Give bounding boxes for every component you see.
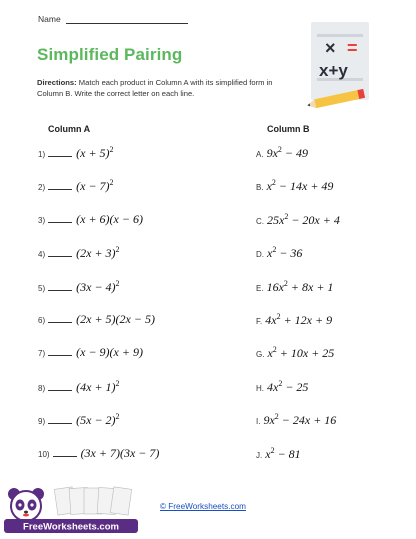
directions xyxy=(37,78,295,99)
column-a-item xyxy=(38,145,114,161)
column-a-item xyxy=(38,412,120,428)
item-number: 9) xyxy=(38,417,46,427)
simplified-expression: $x^2 - 81$ xyxy=(265,445,301,461)
column-a-header: Column A xyxy=(48,124,91,134)
answer-blank[interactable] xyxy=(48,315,72,323)
column-a-item xyxy=(38,312,155,328)
item-number: 10) xyxy=(38,449,50,459)
answer-blank[interactable] xyxy=(48,383,72,391)
name-label: Name xyxy=(38,14,61,24)
product-expression: (3x + 7)(3x − 7) xyxy=(80,445,160,460)
product-expression: $(2x + 3)^2$ xyxy=(76,245,120,261)
column-a-item xyxy=(38,279,120,295)
option-letter: D. xyxy=(256,250,264,260)
column-b-item xyxy=(256,312,332,328)
math-clipart-icon xyxy=(305,18,375,113)
option-letter: H. xyxy=(256,383,264,393)
answer-blank[interactable] xyxy=(53,449,77,457)
item-number: 5) xyxy=(38,283,46,293)
simplified-expression: $x^2 - 36$ xyxy=(267,245,303,261)
column-b-item xyxy=(256,412,336,428)
answer-blank[interactable] xyxy=(48,182,72,190)
item-number: 8) xyxy=(38,383,46,393)
item-number: 6) xyxy=(38,316,46,325)
item-number: 3) xyxy=(38,215,46,225)
worksheet-stack-icon xyxy=(54,487,131,515)
option-letter: G. xyxy=(256,350,265,360)
option-letter: B. xyxy=(256,183,264,193)
x-plus-y-symbol: x+y xyxy=(319,61,348,80)
option-letter: C. xyxy=(256,216,264,226)
item-number: 2) xyxy=(38,183,46,193)
product-expression: $(3x - 4)^2$ xyxy=(76,278,120,294)
simplified-expression: $9x^2 - 49$ xyxy=(266,145,308,160)
name-line[interactable] xyxy=(66,15,188,24)
option-letter: A. xyxy=(256,150,264,159)
column-b-item xyxy=(256,145,308,161)
simplified-expression: $x^2 + 10x + 25$ xyxy=(267,345,335,361)
directions-label: Directions: xyxy=(37,78,77,87)
answer-blank[interactable] xyxy=(48,249,72,257)
column-b-item xyxy=(256,245,302,261)
column-b-item xyxy=(256,345,334,361)
option-letter: E. xyxy=(256,283,264,293)
option-letter: F. xyxy=(256,317,263,326)
column-b-item xyxy=(256,178,333,194)
column-b-item xyxy=(256,446,301,462)
product-expression: $(4x + 1)^2$ xyxy=(76,378,120,394)
answer-blank[interactable] xyxy=(48,348,72,356)
logo-text: FreeWorksheets.com xyxy=(23,521,119,533)
directions-text: Match each product in Column A with its simplified form in Column B. Write the correct letter on each line. xyxy=(37,78,273,98)
column-a-item xyxy=(38,178,114,194)
column-b-header: Column B xyxy=(267,124,310,134)
answer-blank[interactable] xyxy=(48,416,72,424)
simplified-expression: $9x^2 - 24x + 16$ xyxy=(263,412,337,428)
answer-blank[interactable] xyxy=(48,283,72,291)
simplified-expression: $4x^2 - 25$ xyxy=(267,378,309,394)
page-title: Simplified Pairing xyxy=(37,45,183,64)
product-expression: (x + 6)(x − 6) xyxy=(76,211,143,226)
column-a-item xyxy=(38,446,159,462)
item-number: 7) xyxy=(38,349,46,359)
product-expression: (x − 9)(x + 9) xyxy=(76,345,143,360)
column-a-item xyxy=(38,212,143,228)
simplified-expression: $16x^2 + 8x + 1$ xyxy=(266,278,334,294)
product-expression: (2x + 5)(2x − 5) xyxy=(76,312,155,326)
freeworksheets-logo-icon xyxy=(4,484,138,536)
simplified-expression: $x^2 - 14x + 49$ xyxy=(266,178,334,194)
product-expression: $(5x - 2)^2$ xyxy=(76,412,120,428)
option-letter: J. xyxy=(256,450,263,460)
column-b-item xyxy=(256,379,308,395)
answer-blank[interactable] xyxy=(48,149,72,157)
item-number: 4) xyxy=(38,250,46,260)
column-a-item xyxy=(38,379,120,395)
multiply-symbol: × xyxy=(325,38,336,58)
simplified-expression: $25x^2 - 20x + 4$ xyxy=(267,211,340,227)
column-b-item xyxy=(256,212,340,228)
column-a-item xyxy=(38,245,120,261)
product-expression: $(x + 5)^2$ xyxy=(76,145,114,160)
simplified-expression: $4x^2 + 12x + 9$ xyxy=(265,312,333,327)
freeworksheets-link[interactable]: © FreeWorksheets.com xyxy=(160,502,246,511)
column-b-item xyxy=(256,279,333,295)
option-letter: I. xyxy=(256,417,261,427)
name-field xyxy=(38,14,188,24)
column-a-item xyxy=(38,345,143,361)
panda-mascot-icon xyxy=(8,488,44,521)
product-expression: $(x - 7)^2$ xyxy=(76,178,114,194)
item-number: 1) xyxy=(38,150,46,159)
equals-symbol: = xyxy=(347,38,358,58)
answer-blank[interactable] xyxy=(48,215,72,223)
